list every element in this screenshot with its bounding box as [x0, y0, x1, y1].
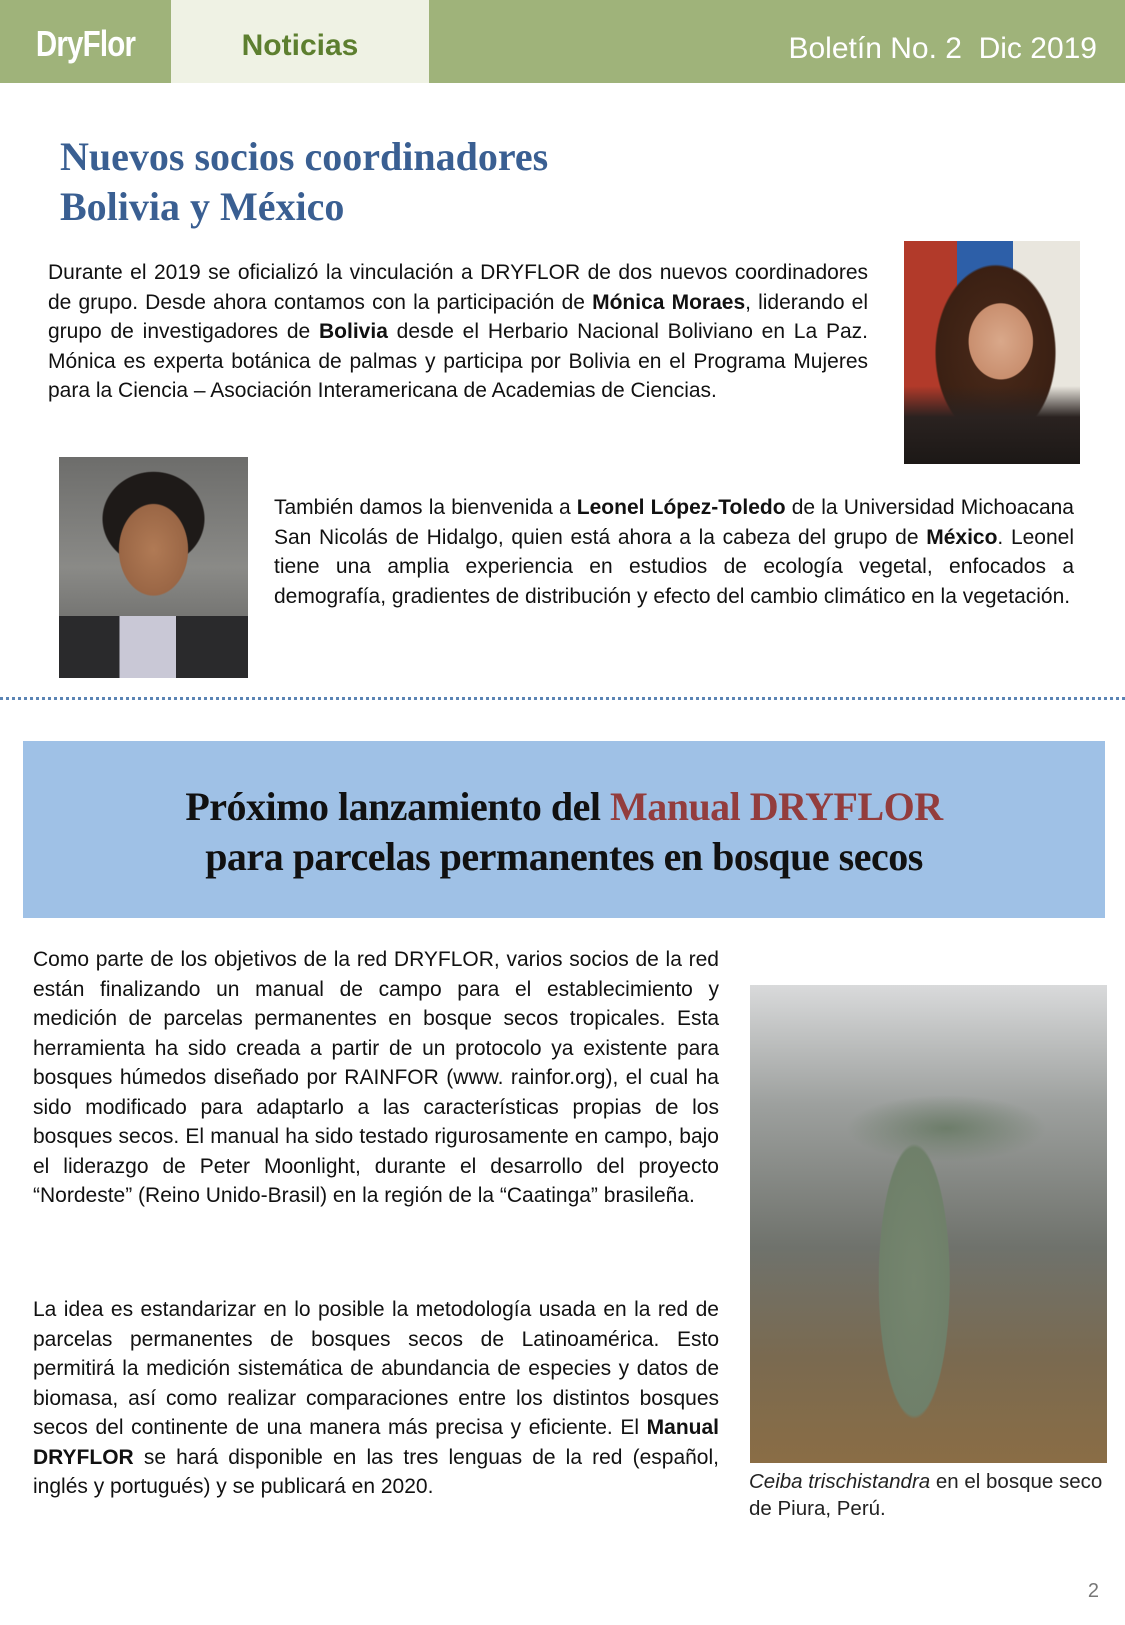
monica-paragraph: [48, 258, 868, 406]
text: , liderando el grupo de investigadores de: [48, 290, 868, 343]
dotted-divider: [0, 697, 1125, 700]
section-tab-noticias: Noticias: [171, 0, 429, 83]
section1-title-line2: Bolivia y México: [60, 184, 345, 229]
banner-line1: [185, 784, 942, 829]
manual-paragraph-1: Como parte de los objetivos de la red DRYFLOR, varios socios de la red están finalizando un manual de campo para el establecimiento y medición de parcelas permanentes en bosque secos tropicales. Esta herramienta ha sido creada a partir de un protocolo ya existente para bosques húmedos diseñado por RAINFOR (www. rainfor.org), el cual ha sido modificado para adaptarlo a las características propias de los bosques secos. El manual ha sido testado rigurosamente en campo, bajo el liderazgo de Peter Moonlight, durante el desarrollo del proyecto “Nordeste” (Reino Unido-Brasil) en la región de la “Caatinga” brasileña.: [33, 948, 719, 1207]
name-monica: Mónica Moraes: [592, 290, 746, 314]
manual-paragraph-2: [33, 1295, 719, 1502]
manual-dryflor-bold: Manual DRYFLOR: [33, 1416, 719, 1469]
name-leonel: Leonel López-Toledo: [576, 496, 786, 519]
header-band: [0, 0, 1125, 83]
photo-caption: [749, 1468, 1109, 1522]
text: Durante el 2019 se oficializó la vinculación a DRYFLOR de dos nuevos coordinadores de grupo. Desde ahora contamos con la participación de: [48, 261, 868, 314]
banner-line2: para parcelas permanentes en bosque secos: [205, 834, 923, 879]
country-bolivia: Bolivia: [319, 320, 388, 343]
species-name: Ceiba trischistandra: [749, 1470, 931, 1493]
section1-title: [60, 132, 548, 232]
page-number: 2: [1087, 1580, 1099, 1602]
dryflor-logo: DryFlor: [35, 22, 136, 64]
text: Próximo lanzamiento del: [185, 784, 610, 829]
text: en el bosque seco de Piura, Perú.: [749, 1470, 1103, 1520]
country-mexico: México: [926, 525, 998, 549]
issue-label: Boletín No. 2 Dic 2019: [788, 32, 1097, 65]
text: se hará disponible en las tres lenguas de la red (español, inglés y portugués) y se publicará en 2020.: [33, 1445, 719, 1498]
ceiba-tree-photo: [750, 985, 1107, 1463]
banner-accent: Manual DRYFLOR: [609, 784, 943, 829]
leonel-lopez-toledo-photo: [59, 457, 248, 678]
manual-banner: [23, 741, 1105, 918]
text: . Leonel tiene una amplia experiencia en estudios de ecología vegetal, enfocados a demografía, gradientes de distribución y efecto del cambio climático en la vegetación.: [274, 525, 1075, 608]
section1-title-line1: Nuevos socios coordinadores: [60, 134, 549, 179]
text: desde el Herbario Nacional Boliviano en La Paz. Mónica es experta botánica de palmas y participa por Bolivia en el Programa Mujeres para la Ciencia – Asociación Interamericana de Academias de Ciencias.: [48, 320, 868, 402]
text: También damos la bienvenida a: [274, 496, 577, 519]
text: de la Universidad Michoacana San Nicolás de Hidalgo, quien está ahora a la cabeza del grupo de: [274, 496, 1074, 549]
text: La idea es estandarizar en lo posible la metodología usada en la red de parcelas permanentes de bosques secos de Latinoamérica. Esto permitirá la medición sistemática de abundancia de especies y datos de biomasa, así como realizar comparaciones entre los distintos bosques secos del continente de una manera más precisa y eficiente. El: [33, 1298, 719, 1439]
monica-moraes-photo: [904, 241, 1080, 464]
leonel-paragraph: [274, 493, 1074, 611]
